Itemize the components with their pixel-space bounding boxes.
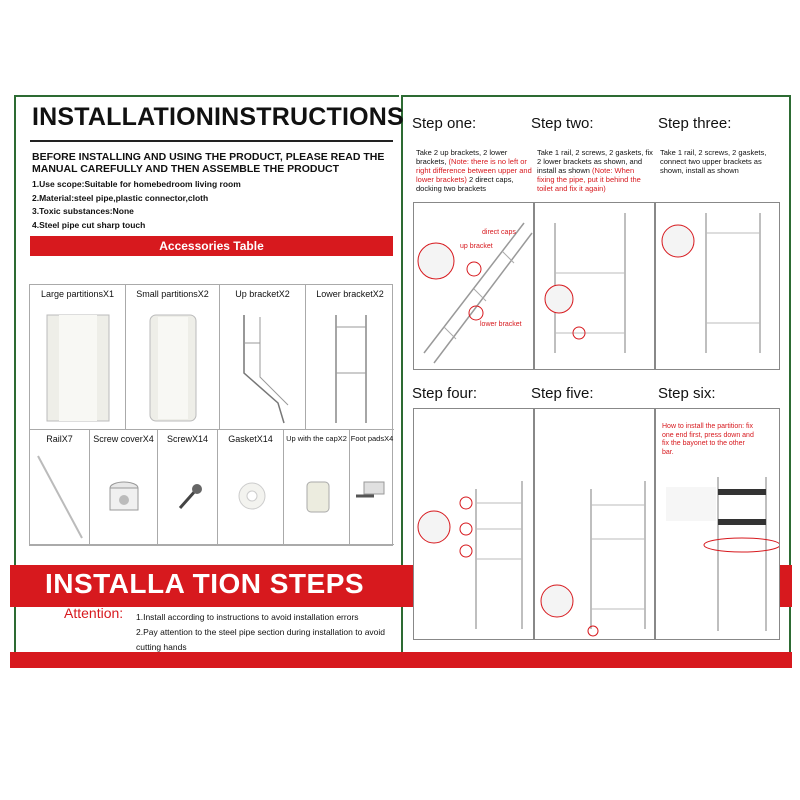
- accessory-label: Screw coverX4: [93, 434, 154, 444]
- attention-line: 2.Pay attention to the steel pipe section during installation to avoid cutting hands: [136, 627, 386, 652]
- bottom-band: [10, 652, 792, 668]
- accessory-cell: [306, 285, 394, 430]
- accessory-cell: [218, 430, 284, 545]
- step-five-label: Step five:: [531, 385, 594, 402]
- step-two-text: [537, 148, 653, 193]
- spec-item: 2.Material:steel pipe,plastic connector,cloth: [32, 192, 209, 203]
- step-three-image: [655, 202, 780, 370]
- page-title: INSTALLATIONINSTRUCTIONS: [32, 103, 404, 131]
- accessories-table: [29, 284, 393, 546]
- accessory-cell: [220, 285, 306, 430]
- step-five-diagram: [535, 409, 654, 639]
- large-partition-icon: [45, 313, 111, 423]
- cap-icon: [302, 476, 334, 516]
- step-six-label: Step six:: [658, 385, 716, 402]
- accessory-cell: [90, 430, 158, 545]
- step-one-text-2: 2 direct caps, docking two brackets: [416, 175, 514, 193]
- attention-text: [136, 610, 386, 655]
- step-one-label: Step one:: [412, 115, 477, 132]
- up-bracket-icon: [238, 313, 294, 425]
- accessory-label: Up with the capX2: [286, 434, 347, 443]
- accessory-label: Small partitionsX2: [136, 289, 209, 299]
- accessory-label: Up bracketX2: [235, 289, 290, 299]
- accessory-cell: [158, 430, 218, 545]
- step-three-diagram: [656, 203, 779, 369]
- accessory-cell: [30, 430, 90, 545]
- step-two-diagram: [535, 203, 654, 369]
- callout-lower-bracket: lower bracket: [480, 321, 522, 328]
- lower-bracket-icon: [326, 313, 376, 425]
- accessory-label: Large partitionsX1: [40, 289, 115, 299]
- small-partition-icon: [148, 313, 198, 423]
- step-two-note: (Note: When fixing the pipe, put it behind the toilet and fix it again): [537, 166, 641, 193]
- step-two-text-main: Take 1 rail, 2 screws, 2 gaskets, fix 2 lower brackets as shown, and install as shown: [537, 148, 653, 175]
- spec-item: 3.Toxic substances:None: [32, 206, 134, 216]
- attention-label: Attention:: [64, 605, 124, 621]
- screw-icon: [174, 482, 204, 512]
- spec-item: 4.Steel pipe cut sharp touch: [32, 219, 146, 230]
- accessory-cell: [126, 285, 220, 430]
- screw-cover-icon: [106, 478, 142, 518]
- accessory-cell: [30, 285, 126, 430]
- rail-icon: [34, 452, 86, 542]
- step-six-image: [655, 408, 780, 640]
- foot-pad-icon: [354, 478, 390, 510]
- step-one-text: [416, 148, 532, 193]
- step-one-diagram: [414, 203, 533, 369]
- step-one-image: [413, 202, 534, 370]
- title-rule: [30, 140, 393, 142]
- gasket-icon: [236, 480, 268, 512]
- step-four-diagram: [414, 409, 533, 639]
- accessories-header: Accessories Table: [30, 236, 393, 256]
- step-three-text: Take 1 rail, 2 screws, 2 gaskets, connect two upper brackets as shown, install as shown: [660, 148, 767, 175]
- attention-line: 1.Install according to instructions to avoid installation errors: [136, 612, 359, 622]
- step-one-text-main: Take 2 up brackets, 2 lower brackets,: [416, 148, 508, 166]
- step-six-note: How to install the partition: fix one end first, press down and fix the bayonet to the other bar.: [662, 423, 754, 456]
- accessory-cell: [350, 430, 394, 545]
- callout-direct-caps: direct caps: [482, 229, 516, 236]
- accessory-label: Foot padsX4: [350, 434, 394, 443]
- specs-list: [32, 178, 241, 232]
- accessory-label: Lower bracketX2: [316, 289, 384, 299]
- accessory-label: ScrewX14: [166, 434, 209, 444]
- step-two-image: [534, 202, 655, 370]
- step-four-label: Step four:: [412, 385, 478, 402]
- step-three-label: Step three:: [658, 115, 732, 132]
- steps-title: INSTALLA TION STEPS: [45, 568, 365, 599]
- accessory-label: GasketX14: [228, 434, 273, 444]
- step-four-image: [413, 408, 534, 640]
- callout-up-bracket: up bracket: [460, 243, 493, 250]
- warning-text: BEFORE INSTALLING AND USING THE PRODUCT, PLEASE READ THE MANUAL CAREFULLY AND THEN ASSEMBLE THE PRODUCT: [32, 151, 385, 175]
- step-two-label: Step two:: [531, 115, 594, 132]
- accessory-cell: [284, 430, 350, 545]
- step-five-image: [534, 408, 655, 640]
- step-one-note: (Note: there is no left or right difference between upper and lower brackets): [416, 157, 532, 184]
- accessory-label: RailX7: [46, 434, 73, 444]
- spec-item: 1.Use scope:Suitable for homebedroom living room: [32, 179, 241, 189]
